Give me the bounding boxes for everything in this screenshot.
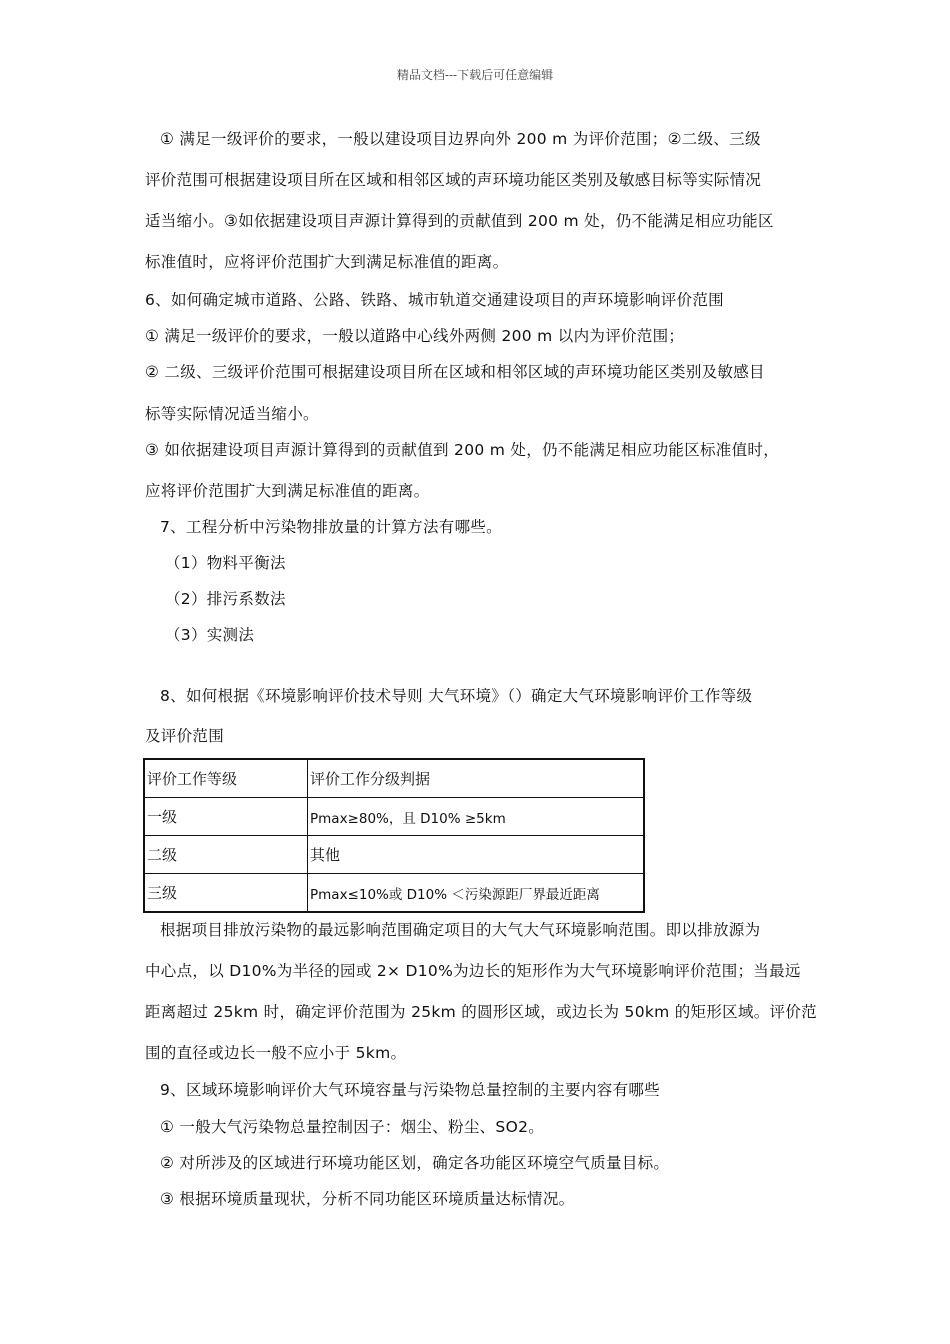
- table-cell: Pmax≤10%或 D10% ＜污染源距厂界最近距离: [308, 874, 645, 913]
- question-9-heading: 9、区域环境影响评价大气环境容量与污染物总量控制的主要内容有哪些: [160, 1081, 660, 1099]
- paragraph-line: 及评价范围: [145, 727, 225, 745]
- table-row: [144, 798, 644, 836]
- paragraph-line: 中心点，以 D10%为半径的园或 2× D10%为边长的矩形作为大气环境影响评价范围；当最远: [145, 962, 801, 980]
- paragraph-line: 根据项目排放污染物的最远影响范围确定项目的大气大气环境影响范围。即以排放源为: [160, 921, 761, 939]
- paragraph-line: ① 满足一级评价的要求，一般以道路中心线外两侧 200 m 以内为评价范围；: [145, 327, 685, 345]
- question-6-heading: 6、如何确定城市道路、公路、铁路、城市轨道交通建设项目的声环境影响评价范围: [145, 291, 724, 309]
- paragraph-line: ③ 如依据建设项目声源计算得到的贡献值到 200 m 处，仍不能满足相应功能区标准值时，: [145, 441, 779, 459]
- list-item: ③ 根据环境质量现状，分析不同功能区环境质量达标情况。: [160, 1190, 575, 1208]
- list-item: ① 一般大气污染物总量控制因子：烟尘、粉尘、SO2。: [160, 1118, 545, 1136]
- table-header-row: [144, 759, 644, 798]
- paragraph-line: 距离超过 25km 时，确定评价范围为 25km 的圆形区域，或边长为 50km 的矩形区域。评价范: [145, 1003, 817, 1021]
- paragraph-line: 评价范围可根据建设项目所在区域和相邻区域的声环境功能区类别及敏感目标等实际情况: [145, 171, 762, 189]
- list-item: （2）排污系数法: [165, 590, 286, 608]
- paragraph-line: ① 满足一级评价的要求，一般以建设项目边界向外 200 m 为评价范围；②二级、三级: [160, 130, 761, 148]
- table-cell: 三级: [144, 874, 308, 913]
- list-item: （1）物料平衡法: [165, 554, 286, 572]
- table-cell: 其他: [308, 836, 645, 874]
- table-row: [144, 836, 644, 874]
- table-header-cell: 评价工作分级判据: [308, 759, 645, 798]
- paragraph-line: ② 二级、三级评价范围可根据建设项目所在区域和相邻区域的声环境功能区类别及敏感目: [145, 363, 765, 381]
- table-row: [144, 874, 644, 913]
- table-cell: Pmax≥80%，且 D10% ≥5km: [308, 798, 645, 836]
- table-cell: 二级: [144, 836, 308, 874]
- page-header: 精品文档---下载后可任意编辑: [396, 68, 554, 82]
- paragraph-line: 围的直径或边长一般不应小于 5km。: [145, 1044, 407, 1062]
- list-item: （3）实测法: [165, 626, 255, 644]
- table-cell: 一级: [144, 798, 308, 836]
- paragraph-line: 应将评价范围扩大到满足标准值的距离。: [145, 482, 430, 500]
- grade-table: [143, 758, 645, 913]
- paragraph-line: 适当缩小。③如依据建设项目声源计算得到的贡献值到 200 m 处，仍不能满足相应功能区: [145, 212, 774, 230]
- question-7-heading: 7、工程分析中污染物排放量的计算方法有哪些。: [160, 518, 502, 536]
- table-header-cell: 评价工作等级: [144, 759, 308, 798]
- paragraph-line: 标等实际情况适当缩小。: [145, 405, 319, 423]
- question-8-heading: 8、如何根据《环境影响评价技术导则 大气环境》（）确定大气环境影响评价工作等级: [160, 687, 753, 705]
- list-item: ② 对所涉及的区域进行环境功能区划，确定各功能区环境空气质量目标。: [160, 1154, 670, 1172]
- paragraph-line: 标准值时，应将评价范围扩大到满足标准值的距离。: [145, 253, 509, 271]
